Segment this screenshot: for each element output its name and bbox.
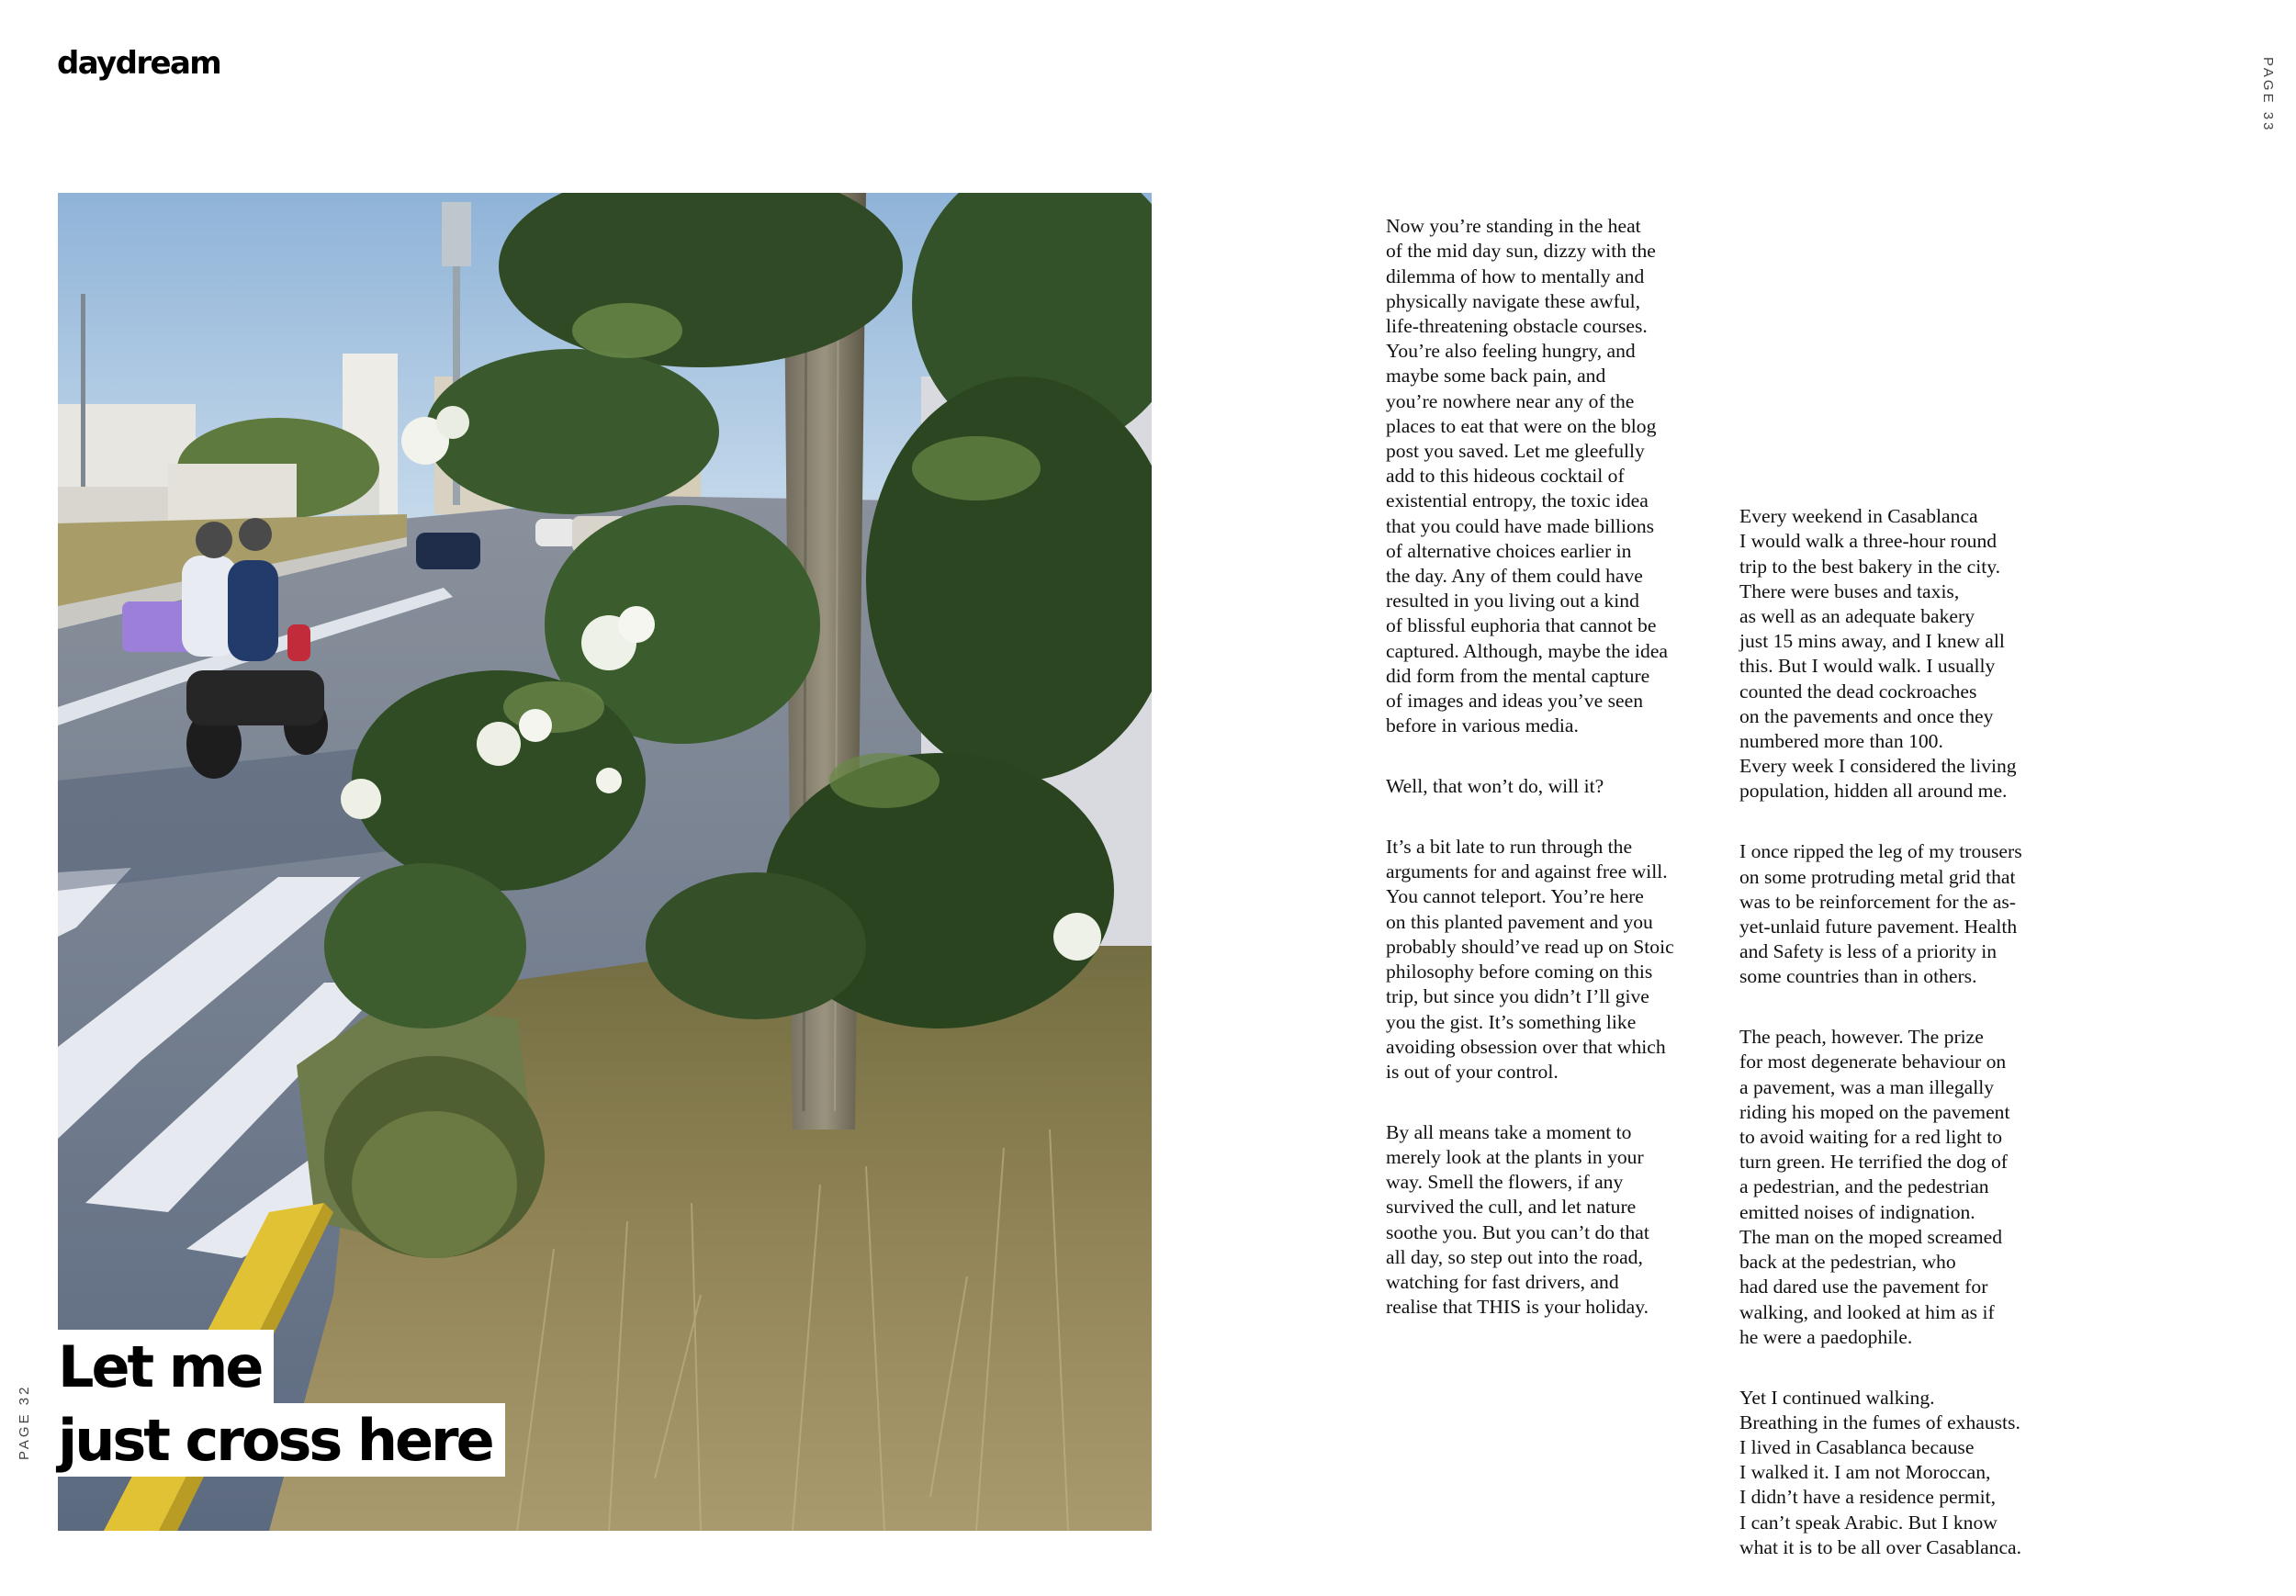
paragraph: Now you’re standing in the heat of the mid day sun, dizzy with the dilemma of how to mentally and physically navigate these awful, life-threatening obstacle courses. You’re also feeling hungry, and maybe some back pain, and you’re nowhere near any of the places to eat that were on the blog post you saved. Let me gleefully add to this hideous cocktail of existential entropy, the toxic idea that you could have made billions of alternative choices earlier in the day. Any of them could have resulted in you living out a kind of blissful euphoria that cannot be captured. Although, maybe the idea did form from the mental capture of images and ideas you’ve seen before in various media.: [1386, 215, 1669, 737]
page-number-left: PAGE 32: [17, 1384, 32, 1460]
article-column-1: [1386, 189, 1744, 1355]
paragraph: Well, that won’t do, will it?: [1386, 775, 1604, 798]
paragraph: By all means take a moment to merely look at the plants in your way. Smell the flowers, if any survived the cull, and let nature soothe you. But you can’t do that all day, so step out into the road, watching for fast drivers, and realise that THIS is your holiday.: [1386, 1120, 1649, 1319]
headline-line-2: just cross here: [58, 1403, 505, 1477]
paragraph: The peach, however. The prize for most degenerate behaviour on a pavement, was a man illegally riding his moped on the pavement to avoid waiting for a red light to turn green. He terrified the dog of a pedestrian, and the pedestrian emitted noises of indignation. The man on the moped screamed back at the pedestrian, who had dared use the pavement for walking, and looked at him as if he were a paedophile.: [1739, 1026, 2010, 1348]
headline-line-1: Let me: [58, 1330, 274, 1403]
headline: [58, 1330, 505, 1477]
article-column-2: [1739, 479, 2098, 1596]
magazine-logo: daydream: [57, 45, 221, 82]
paragraph: Every weekend in Casablanca I would walk a three-hour round trip to the best bakery in the city. There were buses and taxis, as well as an adequate bakery just 15 mins away, and I knew all this. But I would walk. I usually counted the dead cockroaches on the pavements and once they numbered more than 100. Every week I considered the living population, hidden all around me.: [1739, 505, 2017, 803]
paragraph: Yet I continued walking. Breathing in the fumes of exhausts. I lived in Casablanca because I walked it. I am not Moroccan, I didn’t have a residence permit, I can’t speak Arabic. But I know what it is to be all over Casablanca.: [1739, 1386, 2022, 1558]
page-number-right: PAGE 33: [2260, 57, 2276, 133]
paragraph: I once ripped the leg of my trousers on some protruding metal grid that was to be reinforcement for the as- yet-unlaid future pavement. Health and Safety is less of a priority in some countries than in others.: [1739, 840, 2022, 988]
paragraph: It’s a bit late to run through the arguments for and against free will. You cannot teleport. You’re here on this planted pavement and you probably should’ve read up on Stoic philosophy before coming on this trip, but since you didn’t I’ll give you the gist. It’s something like avoiding obsession over that which is out of your control.: [1386, 836, 1674, 1083]
